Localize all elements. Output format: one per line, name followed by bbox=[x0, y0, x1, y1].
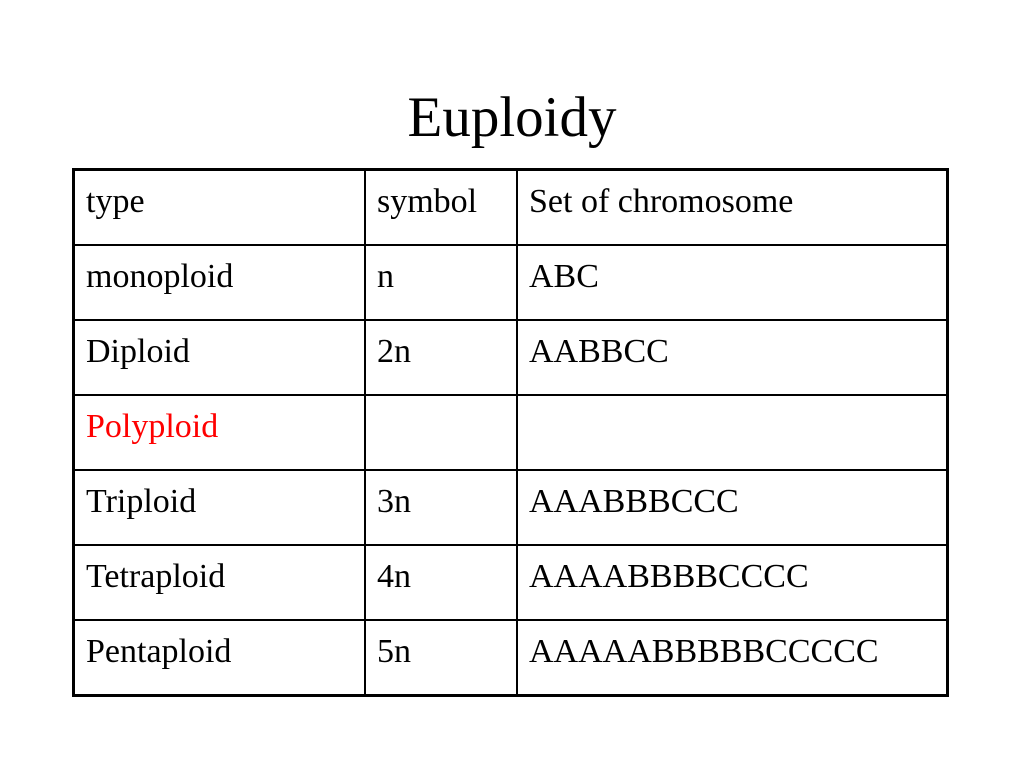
table-row bbox=[74, 620, 948, 696]
table-row bbox=[74, 245, 948, 320]
cell-type: Tetraploid bbox=[74, 545, 366, 620]
header-type: type bbox=[74, 170, 366, 246]
cell-set: AAAAABBBBBCCCCC bbox=[517, 620, 948, 696]
euploidy-table-container bbox=[72, 168, 949, 697]
cell-set: ABC bbox=[517, 245, 948, 320]
header-symbol: symbol bbox=[365, 170, 517, 246]
table-row bbox=[74, 470, 948, 545]
table-header-row bbox=[74, 170, 948, 246]
slide-title: Euploidy bbox=[407, 86, 617, 149]
cell-set: AAABBBCCC bbox=[517, 470, 948, 545]
cell-symbol: n bbox=[365, 245, 517, 320]
cell-type: Pentaploid bbox=[74, 620, 366, 696]
euploidy-table bbox=[72, 168, 949, 697]
cell-symbol: 5n bbox=[365, 620, 517, 696]
cell-set bbox=[517, 395, 948, 470]
cell-type: Triploid bbox=[74, 470, 366, 545]
table-row bbox=[74, 545, 948, 620]
cell-type-highlighted: Polyploid bbox=[74, 395, 366, 470]
cell-type: monoploid bbox=[74, 245, 366, 320]
cell-symbol: 4n bbox=[365, 545, 517, 620]
header-set-of-chromosome: Set of chromosome bbox=[517, 170, 948, 246]
cell-type: Diploid bbox=[74, 320, 366, 395]
cell-set: AABBCC bbox=[517, 320, 948, 395]
cell-symbol: 2n bbox=[365, 320, 517, 395]
cell-set: AAAABBBBCCCC bbox=[517, 545, 948, 620]
table-row bbox=[74, 395, 948, 470]
cell-symbol bbox=[365, 395, 517, 470]
table-row bbox=[74, 320, 948, 395]
cell-symbol: 3n bbox=[365, 470, 517, 545]
